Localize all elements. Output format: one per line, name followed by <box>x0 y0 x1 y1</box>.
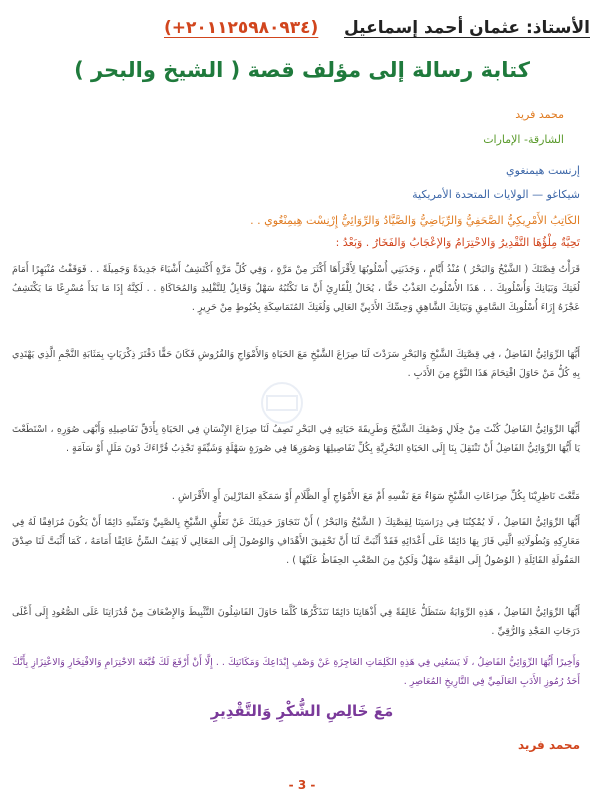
signature: محمد فريد <box>518 738 580 752</box>
recipient-name: إرنست هيمنغوي <box>506 164 580 177</box>
body-paragraph: أَيُّهَا الرِّوَائِيُّ الفَاضِلُ ، لَا يُمْكِنُنَا فِي دِرَاسَتِنَا لِقِصَّتِكَ ( الشَّيْخُ وَالبَحْرُ ) أَنْ نَتَجَاوَزَ حَدِيثَكَ عَنْ تَعَلُّقِ الشَّيْخِ بِالصَّبِيِّ وَتَمَنِّيهِ دَائِمًا أَنْ يَكُونَ مُرَافِقًا لَهُ فِي مَعَارِكِهِ وَبُطُولَاتِهِ الَّتِي فَازَ بِهَا دَائِمًا عَلَى أَعْدَائِهِ فَقَدْ أَثْبَتَّ لَنَا أَنَّ تَحْقِيقَ الأَهْدَافِ وَالوُصُولَ إِلَى المَعَالِي لَا يَقِفُ السِّنُّ عَائِقًا أَمَامَهُ ، كَمَا أَثْبَتَّ لَنَا صِدْقَ المَقُولَةِ القَائِلَةِ ( الوُصُولُ إِلَى القِمَّةِ سَهْلٌ وَلَكِنْ مِنَ الصَّعْبِ الحِفَاظُ عَلَيْهَا ) . <box>12 517 580 566</box>
recipient-city: شيكاغو — الولايات المتحدة الأمريكية <box>412 188 580 201</box>
body-paragraph: أَيُّهَا الرِّوَائِيُّ الفَاضِلُ ، هَذِهِ الرِّوَايَةُ سَتَظَلُّ عَالِقَةً فِي أَذْهَانِنَا دَائِمًا نَتَذَكَّرُهَا كُلَّمَا حَاوَلَ الفَاشِلُونَ التَّثْبِيطَ وَالإِضْعَافَ مِنْ قُدُرَاتِنَا عَلَى الصُّعُودِ إِلَى أَعْلَى دَرَجَاتِ المَجْدِ وَالرُّقِيِّ . <box>12 607 580 637</box>
teacher-phone: (+٢٠١١٢٥٩٨٠٩٣٤) <box>164 18 319 38</box>
greeting: تَحِيَّةٌ مِلْؤُهَا التَّقْدِيرُ وَالاحْتِرَامُ وَالإعْجَابُ وَالفَخَارُ . وَبَعْدُ : <box>335 236 580 249</box>
body-paragraph: قَرَأْتُ قِصَّتَكَ ( الشَّيْخُ وَالبَحْرُ ) مُنْذُ أَيَّامٍ ، وَجَذَبَنِي أُسْلُوبُهَا لِأَقْرَأَهَا أَكْثَرَ مِنْ مَرَّةٍ ، وَفِي كُلِّ مَرَّةٍ أَكْتَشِفُ أَشْيَاءَ جَدِيدَةً وَجَمِيلَةً . . فَوَقَفْتُ مُنْبَهِرًا أَمَامَ لُغَتِكَ وَبَيَانِكَ وَأُسْلُوبِكَ . . هَذَا الأُسْلُوبُ العَذْبُ حَقًّا ، يُخَالُ لِلْقَارِئِ أَنَّ مَا تَكْتُبُهُ سَهْلٌ وَقَابِلٌ لِلتَّقْلِيدِ وَالمُحَاكَاةِ . . لَكِنَّهُ إِذَا مَا بَدَأَ مُسْرِعًا مَا يَكْتَشِفُ عَجْزَهُ إِزَاءَ أُسْلُوبِكَ السَّامِقِ وَبَيَانِكَ الشَّاهِقِ وَحِسِّكَ الأَدَبِيِّ العَالِي وَلُغَتِكَ المُتَمَاسِكَةِ بِخُيُوطٍ مِنْ حَرِيرٍ . <box>12 264 580 313</box>
body-paragraph: أَيُّهَا الرِّوَائِيُّ الفَاضِلُ ، فِي قِصَّتِكَ الشَّيْخِ وَالبَحْرِ سَرَدْتَ لَنَا صِرَاعَ الشَّيْخِ مَعَ الحَيَاةِ وَالأَمْوَاجِ وَالقُرُوشِ فَكَانَ حَقًّا دَفْتَرَ ذِكْرَيَاتٍ بِمَثَابَةِ النَّجْمِ الَّذِي يَهْتَدِي بِهِ كُلُّ مَنْ حَاوَلَ اقْتِحَامَ هَذَا النَّوْعِ مِنَ الأَدَبِ . <box>12 349 580 379</box>
body-paragraph: أَيُّهَا الرِّوَائِيُّ الفَاضِلُ كُنْتَ مِنْ خِلَالِ وَصْفِكَ الشَّيْخَ وَطَرِيقَةَ حَيَاتِهِ فِي البَحْرِ تَصِفُ لَنَا صِرَاعَ الإِنْسَانِ فِي الحَيَاةِ بِأَدَقِّ تَفَاصِيلِهِ وَأَبْهَى صُوَرِهِ ، اسْتَطَعْتَ يَا أَيُّهَا الرِّوَائِيُّ الفَاضِلُ أَنْ تَنْتَقِلَ بِنَا إِلَى الحَيَاةِ البَحْرِيَّةِ بِكُلِّ تَفَاصِيلِهَا وَصُوَرِهَا فِي صُورَةٍ سَهْلَةٍ وَشَيِّقَةٍ تَجْذِبُ قُرَّاءَكَ دُونَ مَلَلٍ أَوْ سَآمَةٍ . <box>12 424 580 454</box>
teacher-name: الأستاذ: عثمان أحمد إسماعيل <box>344 18 590 38</box>
sender-location: الشارقة- الإمارات <box>483 133 564 146</box>
page-number: - 3 - <box>288 778 316 792</box>
page-title: كتابة رسالة إلى مؤلف قصة ( الشيخ والبحر ) <box>74 58 530 82</box>
body-paragraph: وَأَخِيرًا أَيُّهَا الرِّوَائِيُّ الفَاضِلُ ، لَا يَسَعُنِي فِي هَذِهِ الكَلِمَاتِ العَاجِزَةِ عَنْ وَصْفِ إِبْدَاعِكَ وَمَكَانَتِكَ . . إِلَّا أَنْ أَرْفَعَ لَكَ قُبَّعَةَ الاحْتِرَامِ وَالافْتِخَارِ وَالاعْتِزَازِ بِأَنَّكَ أَحَدُ رُمُوزِ الأَدَبِ العَالَمِيِّ فِي التَّارِيخِ المُعَاصِرِ . <box>12 657 580 687</box>
body-paragraph: مَتَّعْتَ نَاظِرِيْنَا بِكُلِّ صِرَاعَاتِ الشَّيْخِ سَوَاءٌ مَعَ نَفْسِهِ أَمْ مَعَ الأَمْوَاجِ أَوِ الظَّلَامِ أَوْ سَمَكَةِ المَارْلِينَ أَوِ الأَقْرَاشِ . <box>171 491 580 502</box>
closing-line: مَعَ خَالِصِ الشُّكْرِ وَالتَّقْدِيرِ <box>210 702 394 720</box>
header <box>14 18 590 48</box>
sender-name: محمد فريد <box>515 108 564 121</box>
salutation: الكَاتِبُ الأَمْرِيكِيُّ الصَّحَفِيُّ وَالرِّيَاضِيُّ وَالصَّيَّادُ وَالرِّوَائِيُّ إِرْنِسْت هِيمِنْغُوي . . <box>250 214 580 227</box>
